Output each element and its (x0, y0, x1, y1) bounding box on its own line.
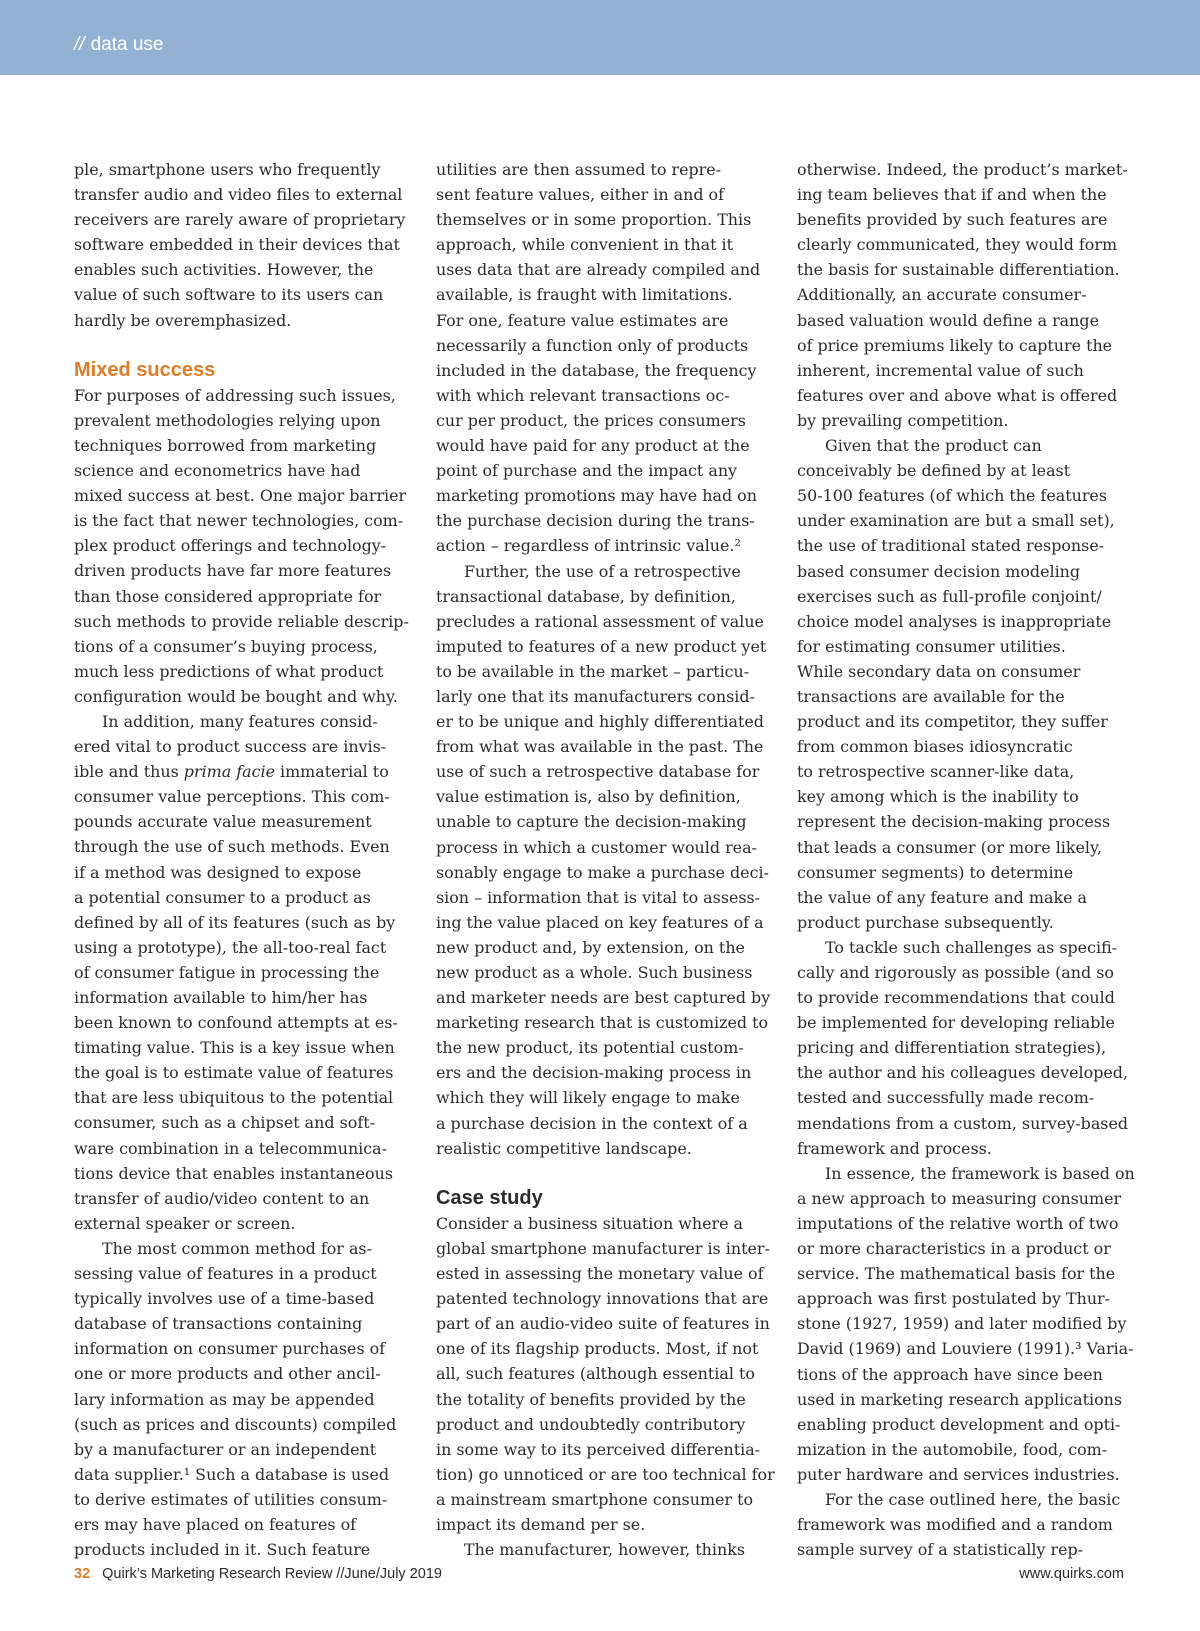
text-line: process in which a customer would rea- (436, 837, 757, 857)
text-line: a purchase decision in the context of a (436, 1113, 748, 1133)
text-line: tions of a consumer’s buying process, (74, 636, 378, 656)
text-line: new product and, by extension, on the (436, 937, 745, 957)
text-line: sion – information that is vital to assess- (436, 887, 761, 907)
text-line: sample survey of a statistically rep- (797, 1540, 1084, 1560)
text-line: pounds accurate value measurement (74, 812, 372, 832)
text-line: a new approach to measuring consumer (797, 1188, 1122, 1208)
text-line: tested and successfully made recom- (797, 1088, 1095, 1108)
col2-paragraph-2 (436, 584, 771, 1161)
text-line: mization in the automobile, food, com- (797, 1439, 1108, 1459)
text-line: consumer value perceptions. This com- (74, 787, 390, 807)
text-line: mendations from a custom, survey-based (797, 1113, 1129, 1133)
text-line: 50-100 features (of which the features (797, 486, 1107, 506)
col3-p3-first-line: To tackle such challenges as specifi- (825, 937, 1118, 957)
text-line: tion) go unnoticed or are too technical for (436, 1464, 775, 1484)
text-line: been known to confound attempts at es- (74, 1013, 398, 1033)
text-line: defined by all of its features (such as by (74, 912, 396, 932)
text-line: sonably engage to make a purchase deci- (436, 862, 769, 882)
text-line: unable to capture the decision-making (436, 812, 747, 832)
text-line: represent the decision-making process (797, 812, 1111, 832)
text-line: products included in it. Such feature (74, 1540, 371, 1560)
text-line: which they will likely engage to make (436, 1088, 740, 1108)
col1-p4-first-line: The most common method for as- (102, 1238, 372, 1258)
text-line: clearly communicated, they would form (797, 235, 1118, 255)
col1-paragraph-3 (74, 784, 409, 1236)
text-line: stone (1927, 1959) and later modified by (797, 1314, 1127, 1334)
text-line: precludes a rational assessment of value (436, 611, 764, 631)
text-line: through the use of such methods. Even (74, 837, 390, 857)
text-line: marketing research that is customized to (436, 1013, 769, 1033)
text-line: all, such features (although essential to (436, 1364, 755, 1384)
col3-p5-first-line: For the case outlined here, the basic (825, 1489, 1121, 1509)
text-line: er to be unique and highly differentiated (436, 712, 764, 732)
text-line: the value of any feature and make a (797, 887, 1087, 907)
col1-p3-second-line: ered vital to product success are invis- (74, 737, 387, 757)
text-line: product purchase subsequently. (797, 912, 1054, 932)
text-line: necessarily a function only of products (436, 335, 749, 355)
text-line: puter hardware and services industries. (797, 1464, 1120, 1484)
text-line: receivers are rarely aware of proprietary (74, 210, 406, 230)
text-line: ple, smartphone users who frequently (74, 160, 381, 179)
text-line: themselves or in some proportion. This (436, 210, 752, 230)
col1-p3-italic: prima facie (183, 762, 275, 782)
col1-paragraph-1 (74, 157, 409, 333)
col3-p2-first-line: Given that the product can (825, 436, 1042, 456)
text-line: framework and process. (797, 1138, 992, 1158)
text-line: cur per product, the prices consumers (436, 410, 746, 430)
text-line: database of transactions containing (74, 1314, 363, 1334)
text-line: product and undoubtedly contributory (436, 1414, 746, 1434)
text-line: the use of traditional stated response- (797, 536, 1105, 556)
text-line: such methods to provide reliable descrip- (74, 611, 409, 631)
text-line: the totality of benefits provided by the (436, 1389, 746, 1409)
text-line: cally and rigorously as possible (and so (797, 963, 1114, 982)
text-line: use of such a retrospective database for (436, 762, 760, 782)
text-line: based consumer decision modeling (797, 561, 1081, 581)
text-line: in some way to its perceived differentia- (436, 1439, 761, 1459)
column-2 (436, 157, 775, 1562)
text-line: be implemented for developing reliable (797, 1013, 1115, 1033)
text-line: timating value. This is a key issue when (74, 1038, 395, 1058)
col1-paragraph-4 (74, 1261, 409, 1562)
text-line: prevalent methodologies relying upon (74, 410, 381, 430)
text-line: techniques borrowed from marketing (74, 435, 377, 455)
text-line: ested in assessing the monetary value of (436, 1264, 764, 1284)
text-line: and marketer needs are best captured by (436, 988, 771, 1008)
text-line: transfer of audio/video content to an (74, 1188, 370, 1208)
col3-paragraph-1 (797, 157, 1132, 433)
text-line: one or more products and other ancil- (74, 1364, 381, 1384)
text-line: imputed to features of a new product yet (436, 636, 767, 656)
text-line: ing the value placed on key features of a (436, 912, 764, 932)
text-line: action – regardless of intrinsic value.² (436, 536, 741, 556)
text-line: science and econometrics have had (74, 461, 361, 481)
text-line: to be available in the market – particu- (436, 661, 750, 681)
text-line: than those considered appropriate for (74, 586, 382, 606)
text-line: the new product, its potential custom- (436, 1038, 744, 1058)
text-line: imputations of the relative worth of two (797, 1213, 1119, 1233)
col1-p3-third-line (74, 759, 409, 784)
column-1 (74, 157, 409, 1562)
text-line: lary information as may be appended (74, 1389, 375, 1409)
header-banner (0, 0, 1200, 75)
col3-paragraph-4 (797, 1186, 1132, 1487)
col3-paragraph-5 (797, 1512, 1132, 1562)
page-number: 32 (74, 1566, 91, 1582)
text-line: driven products have far more features (74, 561, 392, 581)
text-line: a mainstream smartphone consumer to (436, 1489, 754, 1509)
text-line: sessing value of features in a product (74, 1264, 377, 1284)
text-line: utilities are then assumed to repre- (436, 160, 722, 179)
text-line: benefits provided by such features are (797, 210, 1108, 230)
text-line: to derive estimates of utilities consum- (74, 1489, 388, 1509)
text-line: Additionally, an accurate consumer- (797, 285, 1087, 305)
text-line: if a method was designed to expose (74, 862, 362, 882)
website-link[interactable]: www.quirks.com (1019, 1566, 1124, 1582)
text-line: conceivably be defined by at least (797, 461, 1071, 481)
text-line: from common biases idiosyncratic (797, 737, 1073, 757)
text-line: uses data that are already compiled and (436, 260, 761, 280)
text-line: using a prototype), the all-too-real fact (74, 937, 387, 957)
section-label: data use (90, 34, 164, 55)
text-line: product and its competitor, they suffer (797, 712, 1108, 732)
col1-p3-first-line: In addition, many features consid- (102, 711, 378, 731)
text-line: mixed success at best. One major barrier (74, 486, 407, 506)
col3-p4-first-line: In essence, the framework is based on (825, 1163, 1135, 1183)
col2-p4-first-line: The manufacturer, however, thinks (464, 1540, 745, 1560)
text-line: David (1969) and Louviere (1991).³ Varia- (797, 1339, 1134, 1359)
text-line: enables such activities. However, the (74, 260, 374, 280)
text-line: included in the database, the frequency (436, 360, 757, 380)
text-line: by a manufacturer or an independent (74, 1439, 377, 1459)
text-line: exercises such as full-profile conjoint/ (797, 586, 1102, 606)
text-line: under examination are but a small set), (797, 511, 1115, 531)
text-line: otherwise. Indeed, the product’s market- (797, 160, 1128, 179)
text-line: enabling product development and opti- (797, 1414, 1121, 1434)
text-line: information available to him/her has (74, 988, 368, 1007)
text-line: value of such software to its users can (74, 285, 384, 305)
text-line: sent feature values, either in and of (436, 185, 724, 205)
text-line: part of an audio-video suite of features in (436, 1314, 770, 1334)
text-line: information on consumer purchases of (74, 1339, 386, 1359)
text-line: consumer segments) to determine (797, 862, 1074, 882)
text-line: for estimating consumer utilities. (797, 636, 1066, 656)
col3-paragraph-3 (797, 960, 1132, 1161)
text-line: ers and the decision-making process in (436, 1063, 752, 1083)
text-line: is the fact that newer technologies, com- (74, 511, 404, 531)
text-line: Consider a business situation where a (436, 1213, 744, 1233)
text-line: new product as a whole. Such business (436, 963, 753, 982)
text-line: configuration would be bought and why. (74, 686, 398, 706)
text-line: to provide recommendations that could (797, 988, 1115, 1008)
page-footer (74, 1566, 1124, 1590)
text-line: features over and above what is offered (797, 385, 1118, 405)
text-line: the goal is to estimate value of features (74, 1063, 394, 1083)
publication-name: Quirk’s Marketing Research Review //June/July 2019 (102, 1566, 442, 1582)
text-line: plex product offerings and technology- (74, 536, 387, 556)
col2-paragraph-1 (436, 157, 771, 559)
text-line: pricing and differentiation strategies), (797, 1038, 1107, 1058)
text-line: by prevailing competition. (797, 410, 1009, 430)
text-line: consumer, such as a chipset and soft- (74, 1113, 375, 1133)
text-line: one of its flagship products. Most, if not (436, 1339, 759, 1359)
text-line: point of purchase and the impact any (436, 461, 738, 481)
text-line: would have paid for any product at the (436, 436, 750, 456)
text-line: a potential consumer to a product as (74, 887, 371, 907)
text-line: approach was first postulated by Thur- (797, 1289, 1111, 1309)
column-3 (797, 157, 1135, 1562)
text-line: transfer audio and video files to external (74, 185, 403, 205)
text-line: the purchase decision during the trans- (436, 511, 755, 531)
text-line: from what was available in the past. The (436, 737, 764, 757)
text-line: available, is fraught with limitations. (436, 285, 733, 305)
col2-p2-first-line: Further, the use of a retrospective (464, 561, 741, 581)
text-line: hardly be overemphasized. (74, 310, 292, 330)
text-line: that are less ubiquitous to the potential (74, 1088, 394, 1108)
text-line: While secondary data on consumer (797, 661, 1081, 681)
text-line: or more characteristics in a product or (797, 1239, 1111, 1259)
col3-paragraph-2 (797, 458, 1132, 935)
text-line: transactions are available for the (797, 686, 1065, 706)
col1-p3-text-a: ible and thus (74, 762, 184, 782)
col2-paragraph-3 (436, 1211, 775, 1537)
text-line: ing team believes that if and when the (797, 185, 1107, 205)
text-line: to retrospective scanner-like data, (797, 762, 1075, 782)
text-line: marketing promotions may have had on (436, 486, 757, 506)
text-line: software embedded in their devices that (74, 235, 400, 255)
text-line: much less predictions of what product (74, 661, 384, 681)
text-line: approach, while convenient in that it (436, 235, 733, 255)
text-line: For purposes of addressing such issues, (74, 385, 396, 405)
text-line: tions of the approach have since been (797, 1364, 1103, 1384)
heading-case-study: Case study (436, 1186, 543, 1209)
text-line: key among which is the inability to (797, 787, 1079, 807)
text-line: with which relevant transactions oc- (436, 385, 730, 405)
heading-mixed-success: Mixed success (74, 358, 216, 381)
text-line: based valuation would define a range (797, 310, 1099, 330)
text-line: transactional database, by definition, (436, 586, 736, 606)
text-line: tions device that enables instantaneous (74, 1163, 393, 1183)
text-line: inherent, incremental value of such (797, 360, 1084, 380)
text-line: (such as prices and discounts) compiled (74, 1414, 397, 1434)
text-line: ers may have placed on features of (74, 1514, 357, 1534)
text-line: of price premiums likely to capture the (797, 335, 1113, 355)
section-tag (74, 34, 163, 56)
text-line: ware combination in a telecommunica- (74, 1138, 388, 1158)
text-line: of consumer fatigue in processing the (74, 962, 380, 982)
text-line: data supplier.¹ Such a database is used (74, 1464, 390, 1484)
text-line: global smartphone manufacturer is inter- (436, 1238, 770, 1258)
text-line: value estimation is, also by definition, (436, 787, 741, 807)
text-line: service. The mathematical basis for the (797, 1264, 1116, 1284)
text-line: external speaker or screen. (74, 1213, 296, 1233)
text-line: choice model analyses is inappropriate (797, 611, 1112, 631)
text-line: the basis for sustainable differentiation. (797, 260, 1120, 280)
col1-p3-text-c: immaterial to (274, 762, 389, 782)
text-line: realistic competitive landscape. (436, 1138, 692, 1158)
text-line: patented technology innovations that are (436, 1289, 769, 1309)
text-line: that leads a consumer (or more likely, (797, 837, 1102, 857)
text-line: larly one that its manufacturers consid- (436, 686, 755, 706)
text-line: the author and his colleagues developed, (797, 1063, 1129, 1083)
text-line: used in marketing research applications (797, 1389, 1123, 1409)
section-slashes: // (74, 34, 85, 55)
text-line: For one, feature value estimates are (436, 310, 729, 330)
text-line: framework was modified and a random (797, 1515, 1113, 1535)
text-line: impact its demand per se. (436, 1514, 646, 1534)
col1-paragraph-2 (74, 383, 409, 709)
text-line: typically involves use of a time-based (74, 1289, 375, 1309)
